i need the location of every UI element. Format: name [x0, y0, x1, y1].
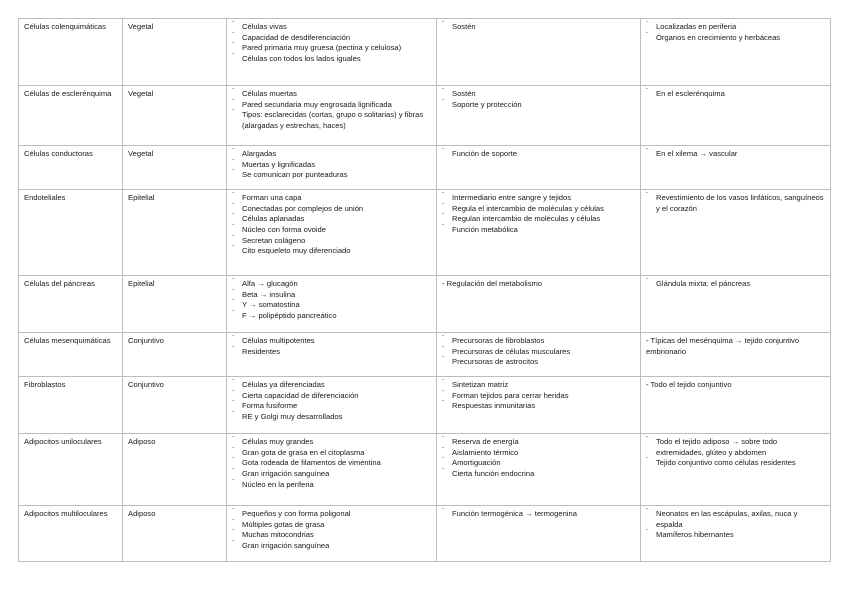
list-item: ¨ Gota rodeada de filamentos de vimentina [232, 458, 431, 469]
locations-list [646, 149, 825, 160]
cell-tissue [123, 434, 227, 506]
cell-tissue [123, 377, 227, 434]
list-item: ¨ F → polipéptido pancreático [232, 311, 431, 322]
list-item: ¨ Localizadas en periferia [646, 22, 825, 33]
cell-locations [641, 276, 831, 333]
cell-locations [641, 506, 831, 562]
features-list [232, 22, 431, 65]
functions-list [442, 149, 635, 160]
table-row [19, 86, 831, 146]
functions-text: - Regulación del metabolismo [442, 279, 543, 288]
list-item: ¨ Revestimiento de los vasos linfáticos, sanguíneos y el corazón [646, 193, 825, 214]
list-item: ¨ Tejido conjuntivo como células residentes [646, 458, 825, 469]
list-item: ¨ Conectadas por complejos de unión [232, 204, 431, 215]
list-item: ¨ Residentes [232, 347, 431, 358]
list-item: ¨ Amortiguación [442, 458, 635, 469]
list-item: ¨ Todo el tejido adiposo → sobre todo extremidades, glúteo y abdomen [646, 437, 825, 458]
list-item: ¨ Múltiples gotas de grasa [232, 520, 431, 531]
list-item: ¨ Cierta capacidad de diferenciación [232, 391, 431, 402]
table-body [19, 19, 831, 562]
locations-list [646, 279, 825, 290]
list-item: ¨ Se comunican por punteaduras [232, 170, 431, 181]
list-item: ¨ En el esclerénquima [646, 89, 825, 100]
cell-type-name: Células conductoras [24, 149, 93, 158]
list-item: ¨ Células muy grandes [232, 437, 431, 448]
list-item: ¨ Intermediario entre sangre y tejidos [442, 193, 635, 204]
list-item: ¨ Núcleo en la periferia [232, 480, 431, 491]
cell-functions [437, 506, 641, 562]
features-list [232, 279, 431, 322]
features-list [232, 509, 431, 552]
list-item: ¨ Mamíferos hibernantes [646, 530, 825, 541]
list-item: ¨ Células muertas [232, 89, 431, 100]
tissue-type: Adiposo [128, 509, 156, 518]
list-item: ¨ Núcleo con forma ovoide [232, 225, 431, 236]
cell-locations [641, 190, 831, 276]
list-item: ¨ Pared secundaria muy engrosada lignificada [232, 100, 431, 111]
list-item: ¨ Precursoras de fibroblastos [442, 336, 635, 347]
locations-list [646, 509, 825, 541]
tissue-type: Epitelial [128, 279, 155, 288]
list-item: ¨ Muchas mitocondrias [232, 530, 431, 541]
locations-list [646, 437, 825, 469]
list-item: ¨ Respuestas inmunitarias [442, 401, 635, 412]
list-item: ¨ Reserva de energía [442, 437, 635, 448]
list-item: ¨ Células vivas [232, 22, 431, 33]
cell-features [227, 506, 437, 562]
list-item: ¨ Alargadas [232, 149, 431, 160]
cell-type-name: Adipocitos uniloculares [24, 437, 102, 446]
tissue-type: Vegetal [128, 22, 154, 31]
list-item: ¨ Alfa → glucagón [232, 279, 431, 290]
locations-text: - Todo el tejido conjuntivo [646, 380, 732, 389]
functions-list [442, 380, 635, 412]
list-item: ¨ En el xilema → vascular [646, 149, 825, 160]
functions-list [442, 336, 635, 368]
cell-type-name: Fibroblastos [24, 380, 66, 389]
locations-list [646, 22, 825, 43]
cell-functions [437, 276, 641, 333]
list-item: ¨ Sintetizan matriz [442, 380, 635, 391]
functions-list [442, 89, 635, 110]
features-list [232, 193, 431, 257]
cell-features [227, 333, 437, 377]
functions-list [442, 22, 635, 33]
list-item: ¨ Precursoras de células musculares [442, 347, 635, 358]
cell-locations [641, 333, 831, 377]
cell-type-name: Células del páncreas [24, 279, 95, 288]
list-item: ¨ Cito esqueleto muy diferenciado [232, 246, 431, 257]
list-item: ¨ Soporte y protección [442, 100, 635, 111]
cell-features [227, 276, 437, 333]
cell-tissue [123, 86, 227, 146]
cell-types-table [18, 18, 831, 562]
cell-tissue [123, 333, 227, 377]
functions-list [442, 509, 635, 520]
features-list [232, 437, 431, 490]
list-item: ¨ Capacidad de desdiferenciación [232, 33, 431, 44]
list-item: ¨ Células multipotentes [232, 336, 431, 347]
table-row [19, 506, 831, 562]
list-item: ¨ Muertas y lignificadas [232, 160, 431, 171]
cell-features [227, 377, 437, 434]
tissue-type: Conjuntivo [128, 336, 164, 345]
features-list [232, 149, 431, 181]
list-item: ¨ Función termogénica → termogenina [442, 509, 635, 520]
cell-name [19, 506, 123, 562]
cell-name [19, 190, 123, 276]
list-item: ¨ Regulan intercambio de moléculas y células [442, 214, 635, 225]
list-item: ¨ Función metabólica [442, 225, 635, 236]
cell-functions [437, 19, 641, 86]
table-row [19, 19, 831, 86]
table-row [19, 276, 831, 333]
list-item: ¨ Glándula mixta: el páncreas [646, 279, 825, 290]
tissue-type: Conjuntivo [128, 380, 164, 389]
list-item: ¨ Gran irrigación sanguínea [232, 469, 431, 480]
table-row [19, 377, 831, 434]
cell-tissue [123, 276, 227, 333]
cell-locations [641, 377, 831, 434]
locations-list [646, 193, 825, 214]
features-list [232, 89, 431, 132]
list-item: ¨ Secretan colágeno [232, 236, 431, 247]
cell-name [19, 146, 123, 190]
cell-functions [437, 86, 641, 146]
cell-locations [641, 434, 831, 506]
cell-features [227, 434, 437, 506]
list-item: ¨ RE y Golgi muy desarrollados [232, 412, 431, 423]
functions-list [442, 193, 635, 236]
table-row [19, 333, 831, 377]
list-item: ¨ Células ya diferenciadas [232, 380, 431, 391]
functions-list [442, 437, 635, 480]
list-item: ¨ Pequeños y con forma poligonal [232, 509, 431, 520]
list-item: ¨ Pared primaria muy gruesa (pectina y celulosa) [232, 43, 431, 54]
cell-name [19, 333, 123, 377]
cell-type-name: Adipocitos multiloculares [24, 509, 108, 518]
tissue-type: Adiposo [128, 437, 156, 446]
cell-type-name: Endoteliales [24, 193, 66, 202]
cell-locations [641, 86, 831, 146]
list-item: ¨ Aislamiento térmico [442, 448, 635, 459]
cell-tissue [123, 146, 227, 190]
tissue-type: Vegetal [128, 149, 154, 158]
locations-text: - Típicas del mesénquima → tejido conjuntivo embrionario [646, 336, 800, 356]
cell-features [227, 146, 437, 190]
cell-features [227, 19, 437, 86]
list-item: ¨ Función de soporte [442, 149, 635, 160]
cell-name [19, 86, 123, 146]
cell-functions [437, 377, 641, 434]
cell-name [19, 276, 123, 333]
list-item: ¨ Cierta función endocrina [442, 469, 635, 480]
cell-type-name: Células colenquimáticas [24, 22, 106, 31]
cell-functions [437, 434, 641, 506]
cell-tissue [123, 506, 227, 562]
table-row [19, 434, 831, 506]
cell-functions [437, 333, 641, 377]
list-item: ¨ Beta → insulina [232, 290, 431, 301]
cell-locations [641, 146, 831, 190]
locations-list [646, 89, 825, 100]
cell-features [227, 86, 437, 146]
list-item: ¨ Gran irrigación sanguínea [232, 541, 431, 552]
cell-functions [437, 190, 641, 276]
cell-name [19, 377, 123, 434]
list-item: ¨ Regula el intercambio de moléculas y células [442, 204, 635, 215]
list-item: ¨ Células aplanadas [232, 214, 431, 225]
list-item: ¨ Υ → somatostina [232, 300, 431, 311]
list-item: ¨ Tipos: esclarecidas (cortas, grupo o solitarias) y fibras (alargadas y estrechas, haces) [232, 110, 431, 131]
cell-features [227, 190, 437, 276]
list-item: ¨ Neonatos en las escápulas, axilas, nuca y espalda [646, 509, 825, 530]
list-item: ¨ Sostén [442, 22, 635, 33]
list-item: ¨ Células con todos los lados iguales [232, 54, 431, 65]
table-row [19, 190, 831, 276]
list-item: ¨ Precursoras de astrocitos [442, 357, 635, 368]
cell-functions [437, 146, 641, 190]
cell-name [19, 19, 123, 86]
list-item: ¨ Forma fusiforme [232, 401, 431, 412]
list-item: ¨ Forman tejidos para cerrar heridas [442, 391, 635, 402]
list-item: ¨ Órganos en crecimiento y herbáceas [646, 33, 825, 44]
cell-name [19, 434, 123, 506]
cell-locations [641, 19, 831, 86]
list-item: ¨ Gran gota de grasa en el citoplasma [232, 448, 431, 459]
cell-type-name: Células mesenquimáticas [24, 336, 111, 345]
list-item: ¨ Sostén [442, 89, 635, 100]
cell-tissue [123, 190, 227, 276]
cell-tissue [123, 19, 227, 86]
table-row [19, 146, 831, 190]
list-item: ¨ Forman una capa [232, 193, 431, 204]
tissue-type: Vegetal [128, 89, 154, 98]
tissue-type: Epitelial [128, 193, 155, 202]
cell-type-name: Células de esclerénquima [24, 89, 112, 98]
features-list [232, 380, 431, 423]
features-list [232, 336, 431, 357]
